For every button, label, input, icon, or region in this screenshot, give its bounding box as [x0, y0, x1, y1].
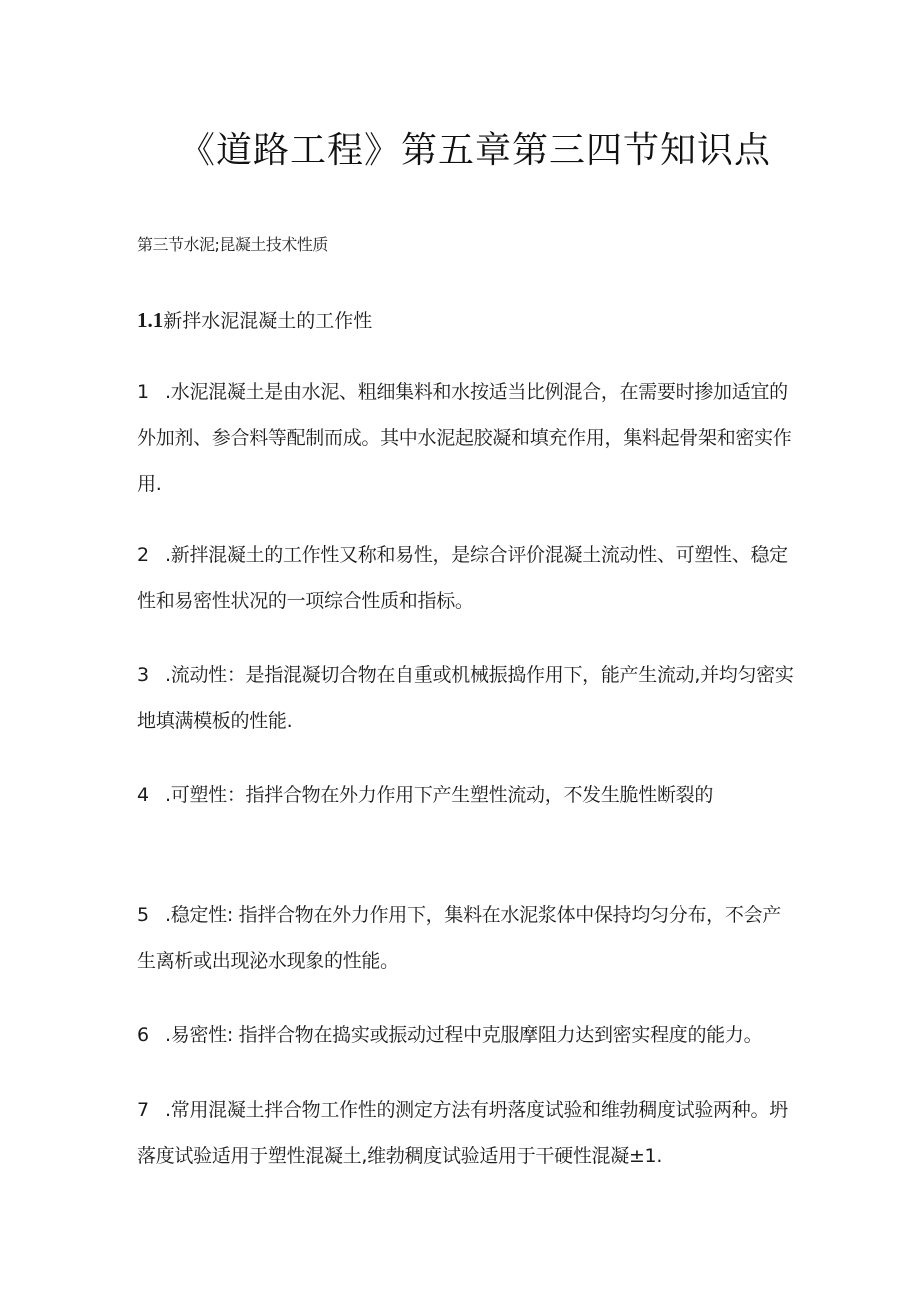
paragraph-3: [137, 652, 797, 744]
paragraph-text: .稳定性: 指拌合物在外力作用下，集料在水泥浆体中保持均匀分布，不会产生离析或出现泌水现象的性能。: [137, 904, 781, 972]
page-title: 《道路工程》第五章第三四节知识点: [178, 130, 771, 171]
paragraph-number: 7: [137, 1099, 149, 1121]
paragraph-7: [137, 1087, 797, 1179]
paragraph-6: [137, 1012, 797, 1058]
paragraph-1: [137, 369, 797, 507]
paragraph-text: .流动性：是指混凝切合物在自重或机械振捣作用下，能产生流动,并均匀密实地填满模板的性能.: [137, 664, 794, 732]
paragraph-5: [137, 892, 797, 984]
paragraph-number: 3: [137, 664, 149, 686]
subsection-heading: [137, 306, 372, 333]
paragraph-2: [137, 532, 797, 624]
paragraph-number: 2: [137, 544, 149, 566]
paragraph-number: 1: [137, 381, 149, 403]
paragraph-number: 6: [137, 1024, 149, 1046]
paragraph-text: .易密性: 指拌合物在捣实或振动过程中克服摩阻力达到密实程度的能力。: [165, 1024, 763, 1046]
paragraph-number: 5: [137, 904, 149, 926]
subsection-title: 新拌水泥混凝土的工作性: [163, 310, 373, 332]
section-heading: 第三节水泥;昆凝土技术性质: [137, 235, 328, 254]
subsection-number: 1.1: [137, 308, 164, 332]
paragraph-text: .新拌混凝土的工作性又称和易性，是综合评价混凝土流动性、可塑性、稳定性和易密性状况的一项综合性质和指标。: [137, 544, 788, 612]
paragraph-text: .水泥混凝土是由水泥、粗细集料和水按适当比例混合，在需要时掺加适宜的外加剂、参合料等配制而成。其中水泥起胶凝和填充作用，集料起骨架和密实作用.: [137, 381, 792, 495]
paragraph-text: .可塑性：指拌合物在外力作用下产生塑性流动，不发生脆性断裂的: [165, 784, 714, 806]
paragraph-number: 4: [137, 784, 149, 806]
paragraph-4: [137, 772, 797, 818]
paragraph-text: .常用混凝土拌合物工作性的测定方法有坍落度试验和维勃稠度试验两种。坍落度试验适用于塑性混凝土,维勃稠度试验适用于干硬性混凝±1.: [137, 1099, 788, 1167]
